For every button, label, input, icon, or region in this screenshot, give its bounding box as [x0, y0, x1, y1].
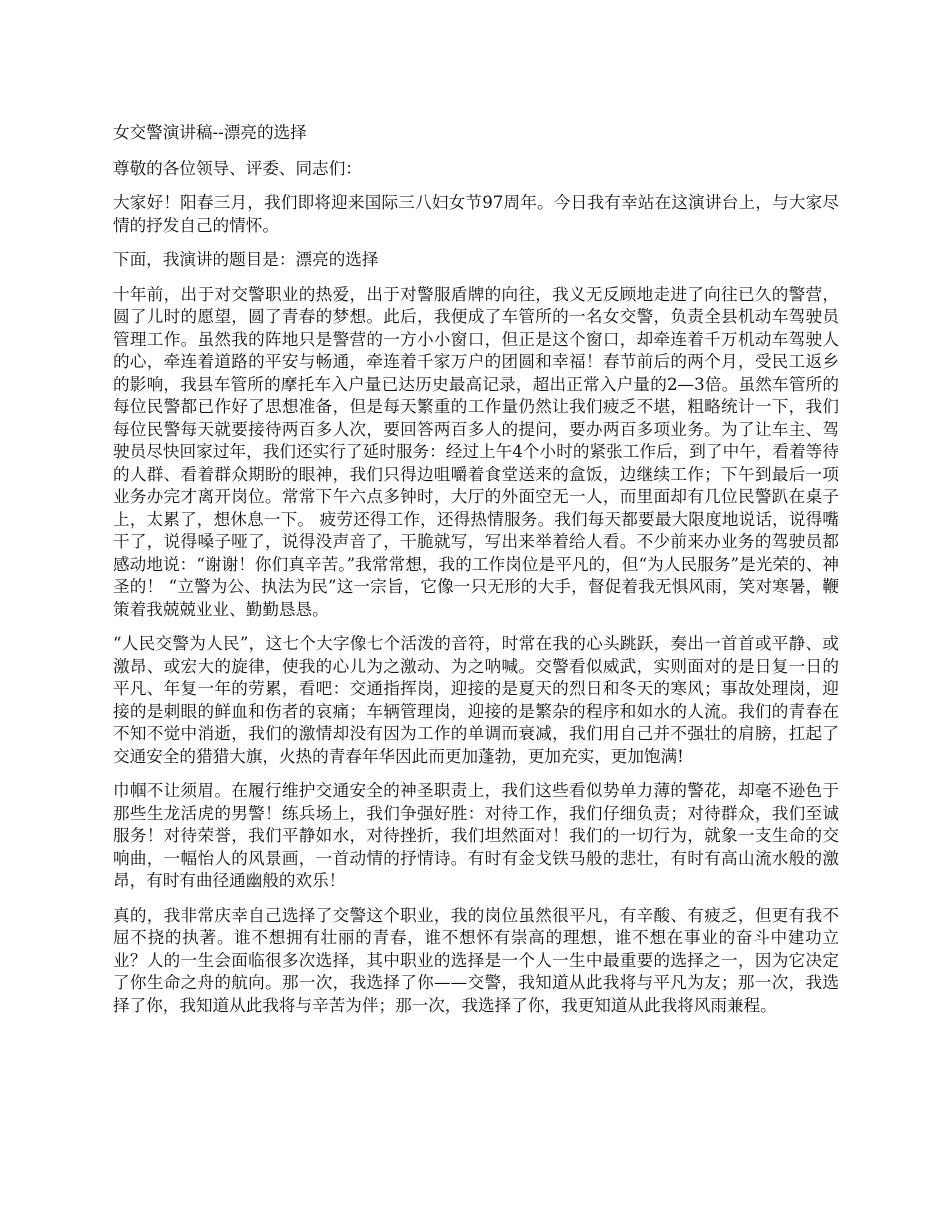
paragraph-story: 十年前，出于对交警职业的热爱，出于对警服盾牌的向往，我义无反顾地走进了向往已久的警营，圆了儿时的愿望，圆了青春的梦想。此后，我便成了车管所的一名女交警，负责全县机动车驾驶员管理工作。虽然我的阵地只是警营的一方小小窗口，但正是这个窗口，却牵连着千万机动车驾驶人的心，牵连着道路的平安与畅通，牵连着千家万户的团圆和幸福！春节前后的两个月，受民工返乡的影响，我县车管所的摩托车入户量已达历史最高记录，超出正常入户量的2—3倍。虽然车管所的每位民警都已作好了思想准备，但是每天繁重的工作量仍然让我们疲乏不堪，粗略统计一下，我们每位民警每天就要接待两百多人次，要回答两百多人的提问，要办两百多项业务。为了让车主、驾驶员尽快回家过年，我们还实行了延时服务：经过上午4个小时的紧张工作后，到了中午，看着等待的人群、看着群众期盼的眼神，我们只得边咀嚼着食堂送来的盒饭，边继续工作；下午到最后一项业务办完才离开岗位。常常下午六点多钟时，大厅的外面空无一人，而里面却有几位民警趴在桌子上，太累了，想休息一下。 疲劳还得工作，还得热情服务。我们每天都要最大限度地说话，说得嘴干了，说得嗓子哑了，说得没声音了，干脆就写，写出来举着给人看。不少前来办业务的驾驶员都感动地说：“谢谢！你们真辛苦。”我常常想，我的工作岗位是平凡的，但“为人民服务”是光荣的、神圣的！ “立警为公、执法为民”这一宗旨，它像一只无形的大手，督促着我无惧风雨，笑对寒暑，鞭策着我兢兢业业、勤勤恳恳。 — [113, 284, 839, 619]
paragraph-closing: 真的，我非常庆幸自己选择了交警这个职业，我的岗位虽然很平凡，有辛酸、有疲乏，但更有我不屈不挠的执著。谁不想拥有壮丽的青春，谁不想怀有崇高的理想，谁不想在事业的奋斗中建功立业？人的一生会面临很多次选择，其中职业的选择是一个人一生中最重要的选择之一，因为它决定了你生命之舟的航向。那一次，我选择了你——交警，我知道从此我将与平凡为友；那一次，我选择了你，我知道从此我将与辛苦为伴；那一次，我选择了你，我更知道从此我将风雨兼程。 — [113, 905, 839, 1015]
paragraph-heroines: 巾帼不让须眉。在履行维护交通安全的神圣职责上，我们这些看似势单力薄的警花，却毫不逊色于那些生龙活虎的男警！练兵场上，我们争强好胜：对待工作，我们仔细负责；对待群众，我们至诚服务！对待荣誉，我们平静如水，对待挫折，我们坦然面对！我们的一切行为，就象一支生命的交响曲，一幅怡人的风景画，一首动情的抒情诗。有时有金戈铁马般的悲壮，有时有高山流水般的激昂，有时有曲径通幽般的欢乐！ — [113, 781, 839, 890]
salutation: 尊敬的各位领导、评委、同志们： — [113, 158, 362, 178]
document-page — [113, 122, 839, 1029]
document-title: 女交警演讲稿--漂亮的选择 — [113, 123, 307, 142]
paragraph-opening: 大家好！阳春三月，我们即将迎来国际三八妇女节97周年。今日我有幸站在这演讲台上，与大家尽情的抒发自己的情怀。 — [113, 193, 839, 235]
paragraph-motto: “人民交警为人民”，这七个大字像七个活泼的音符，时常在我的心头跳跃，奏出一首首或平静、或激昂、或宏大的旋律，使我的心儿为之激动、为之呐喊。交警看似威武，实则面对的是日复一日的平凡、年复一年的劳累，看吧：交通指挥岗，迎接的是夏天的烈日和冬天的寒风；事故处理岗，迎接的是刺眼的鲜血和伤者的哀痛；车辆管理岗，迎接的是繁杂的程序和如水的人流。我们的青春在不知不觉中消逝，我们的激情却没有因为工作的单调而衰减，我们用自己并不强壮的肩膀，扛起了交通安全的猎猎大旗，火热的青春年华因此而更加蓬勃，更加充实，更加饱满! — [113, 634, 839, 766]
paragraph-topic: 下面，我演讲的题目是：漂亮的选择 — [113, 250, 379, 269]
